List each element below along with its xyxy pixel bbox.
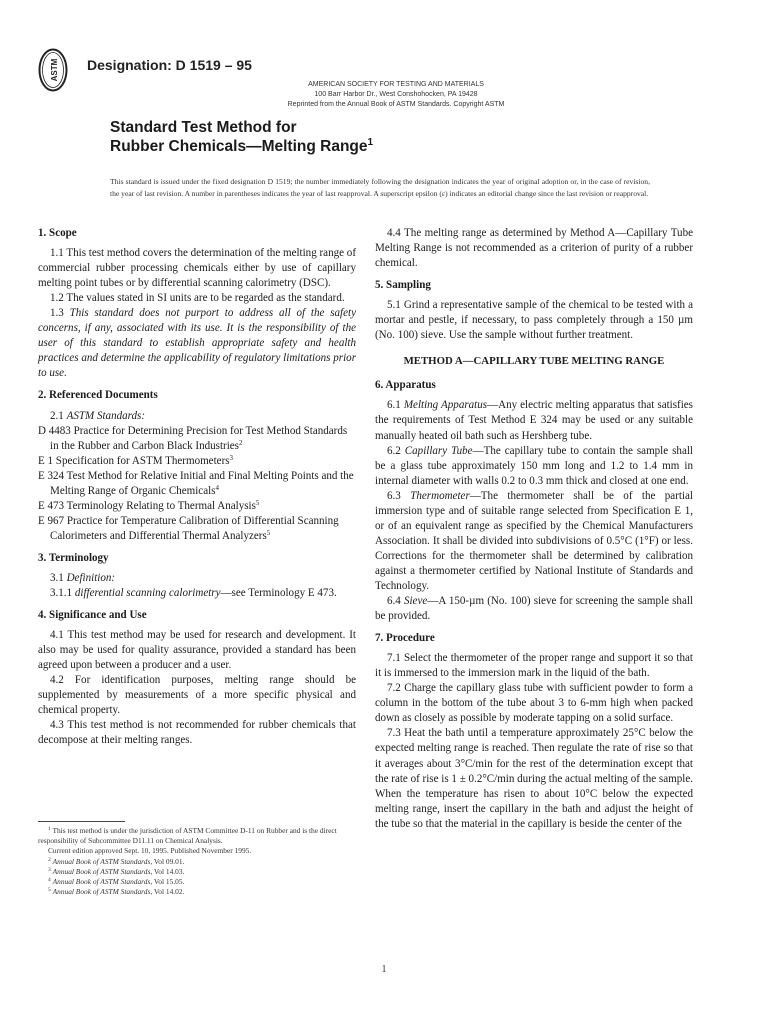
footnote-1-approval: Current edition approved Sept. 10, 1995. Published November 1995. bbox=[48, 846, 252, 856]
reference-d4483: D 4483 Practice for Determining Precision for Test Method Standards in the Rubber and Carbon Black Industries$^2$ bbox=[38, 424, 348, 452]
reference-e1: E 1 Specification for ASTM Thermometers$^3$ bbox=[38, 453, 234, 467]
reference-e324: E 324 Test Method for Relative Initial and Final Melting Points and the Melting Range of Organic Chemicals$^4$ bbox=[38, 469, 354, 497]
paragraph-1-1: 1.1 This test method covers the determination of the melting range of commercial rubber processing chemicals either by use of capillary melting point tubes or by differential scanning calorimetry (DSC). bbox=[38, 247, 356, 290]
paragraph-7-3: 7.3 Heat the bath until a temperature approximately 25°C below the expected melting range is reached. Then regulate the rate of rise so that it averages about 3°C/min for the rest of the determination except that the rate of rise is 1 ± 0.2°C/min during the actual melting of the sample. When the temperature has risen to about 10°C below the expected melting range, insert the capillary in the bath and adjust the height of the tube so that the material in the capillary is beside the center of the bbox=[375, 727, 693, 830]
left-column bbox=[38, 226, 356, 749]
paragraph-7-1: 7.1 Select the thermometer of the proper range and support it so that it is immersed to the immersion mark in the liquid of the bath. bbox=[375, 652, 693, 680]
title-footnote-mark: 1 bbox=[367, 137, 374, 148]
footnotes bbox=[38, 826, 358, 897]
designation: Designation: D 1519 – 95 bbox=[87, 57, 252, 73]
paragraph-4-4: 4.4 The melting range as determined by Method A—Capillary Tube Melting Range is not recommended as a criterion of purity of a rubber chemical. bbox=[375, 227, 693, 270]
paragraph-6-1: 6.1 Melting Apparatus—Any electric melting apparatus that satisfies the requirements of Test Method E 324 may be used or any suitable manually heated oil bath such as Hershberg tube. bbox=[375, 399, 693, 442]
paragraph-7-2: 7.2 Charge the capillary glass tube with sufficient powder to form a column in the bottom of the tube about 3 to 6-mm high when packed down as closely as possible by moderate tapping on a solid surface. bbox=[375, 682, 693, 725]
svg-text:ASTM: ASTM bbox=[50, 58, 59, 82]
footnote-1: $^1$ This test method is under the jurisdiction of ASTM Committee D-11 on Rubber and is the direct responsibility of Subcommittee D11.11 on Chemical Analysis. bbox=[38, 826, 337, 846]
publisher-block bbox=[210, 80, 582, 110]
right-column bbox=[375, 226, 693, 832]
paragraph-4-3: 4.3 This test method is not recommended for rubber chemicals that decompose at their melting ranges. bbox=[38, 719, 356, 747]
footnote-divider bbox=[38, 821, 125, 822]
section-heading-significance: 4. Significance and Use bbox=[38, 609, 147, 622]
footnote-5: $^5$ Annual Book of ASTM Standards, Vol 14.02. bbox=[48, 887, 185, 897]
paragraph-1-2: 1.2 The values stated in SI units are to be regarded as the standard. bbox=[50, 292, 345, 305]
section-heading-terminology: 3. Terminology bbox=[38, 551, 109, 564]
paragraph-3-1: 3.1 Definition: bbox=[50, 571, 116, 584]
section-heading-referenced-documents: 2. Referenced Documents bbox=[38, 389, 158, 402]
title-line-2: Rubber Chemicals—Melting Range$^1$ bbox=[110, 137, 374, 155]
paragraph-6-4: 6.4 Sieve—A 150-µm (No. 100) sieve for screening the sample shall be provided. bbox=[375, 595, 693, 623]
paragraph-4-2: 4.2 For identification purposes, melting range should be supplemented by measurements of a more specific physical and chemical property. bbox=[38, 674, 356, 717]
method-a-heading: METHOD A—CAPILLARY TUBE MELTING RANGE bbox=[403, 355, 665, 368]
paragraph-5-1: 5.1 Grind a representative sample of the chemical to be tested with a mortar and pestle, if necessary, to pass completely through a 150 µm (No. 100) sieve. Use the sample without further treatment. bbox=[375, 299, 693, 342]
section-heading-procedure: 7. Procedure bbox=[375, 632, 435, 645]
paragraph-4-1: 4.1 This test method may be used for research and development. It also may be used for quality assurance, provided a standard has been agreed upon between a producer and a user. bbox=[38, 629, 356, 672]
page-number: 1 bbox=[381, 964, 387, 975]
document-title bbox=[110, 118, 630, 156]
title-line-1: Standard Test Method for bbox=[110, 119, 297, 136]
paragraph-2-1: 2.1 ASTM Standards: bbox=[50, 409, 146, 422]
footnote-4: $^4$ Annual Book of ASTM Standards, Vol 15.05. bbox=[48, 877, 185, 887]
footnote-3: $^3$ Annual Book of ASTM Standards, Vol 14.03. bbox=[48, 866, 185, 876]
reference-e967: E 967 Practice for Temperature Calibration of Differential Scanning Calorimeters and Differential Thermal Analyzers$^5$ bbox=[38, 514, 339, 542]
paragraph-6-3: 6.3 Thermometer—The thermometer shall be of the partial immersion type and of suitable range selected from Specification E 1, or of an equivalent range as specified by the Chemical Manufacturers Association. It shall be divided into subdivisions of 0.5°C (1°F) or less. Corrections for the thermometer shall be determined by calibration against a thermometer certified by National Institute of Standards and Technology. bbox=[375, 489, 694, 592]
paragraph-3-1-1: 3.1.1 differential scanning calorimetry—see Terminology E 473. bbox=[50, 587, 337, 600]
section-heading-scope: 1. Scope bbox=[38, 227, 77, 239]
publisher-address: 100 Barr Harbor Dr., West Conshohocken, PA 19428 bbox=[314, 91, 478, 98]
section-heading-apparatus: 6. Apparatus bbox=[375, 379, 436, 392]
footnote-2: $^2$ Annual Book of ASTM Standards, Vol 09.01. bbox=[48, 856, 185, 866]
section-heading-sampling: 5. Sampling bbox=[375, 279, 431, 292]
preface-note: This standard is issued under the fixed designation D 1519; the number immediately following the designation indicates the year of original adoption or, in the case of revision, the year of last revision. A number in parentheses indicates the year of last reapproval. A superscript epsilon (ε) indicates an editorial change since the last revision or reapproval. bbox=[110, 177, 650, 198]
publisher-name: AMERICAN SOCIETY FOR TESTING AND MATERIALS bbox=[308, 81, 484, 88]
paragraph-6-2: 6.2 Capillary Tube—The capillary tube to contain the sample shall be a glass tube approximately 150 mm long and 1.2 to 1.4 mm in internal diameter with walls 0.2 to 0.3 mm thick and closed at one end. bbox=[375, 444, 693, 487]
reprint-notice: Reprinted from the Annual Book of ASTM Standards. Copyright ASTM bbox=[287, 101, 505, 108]
astm-logo bbox=[38, 48, 68, 92]
paragraph-1-3: 1.3 This standard does not purport to address all of the safety concerns, if any, associated with its use. It is the responsibility of the user of this standard to establish appropriate safety and health practices and determine the applicability of regulatory limitations prior to use. bbox=[38, 307, 356, 380]
reference-e473: E 473 Terminology Relating to Thermal Analysis$^5$ bbox=[38, 498, 260, 512]
